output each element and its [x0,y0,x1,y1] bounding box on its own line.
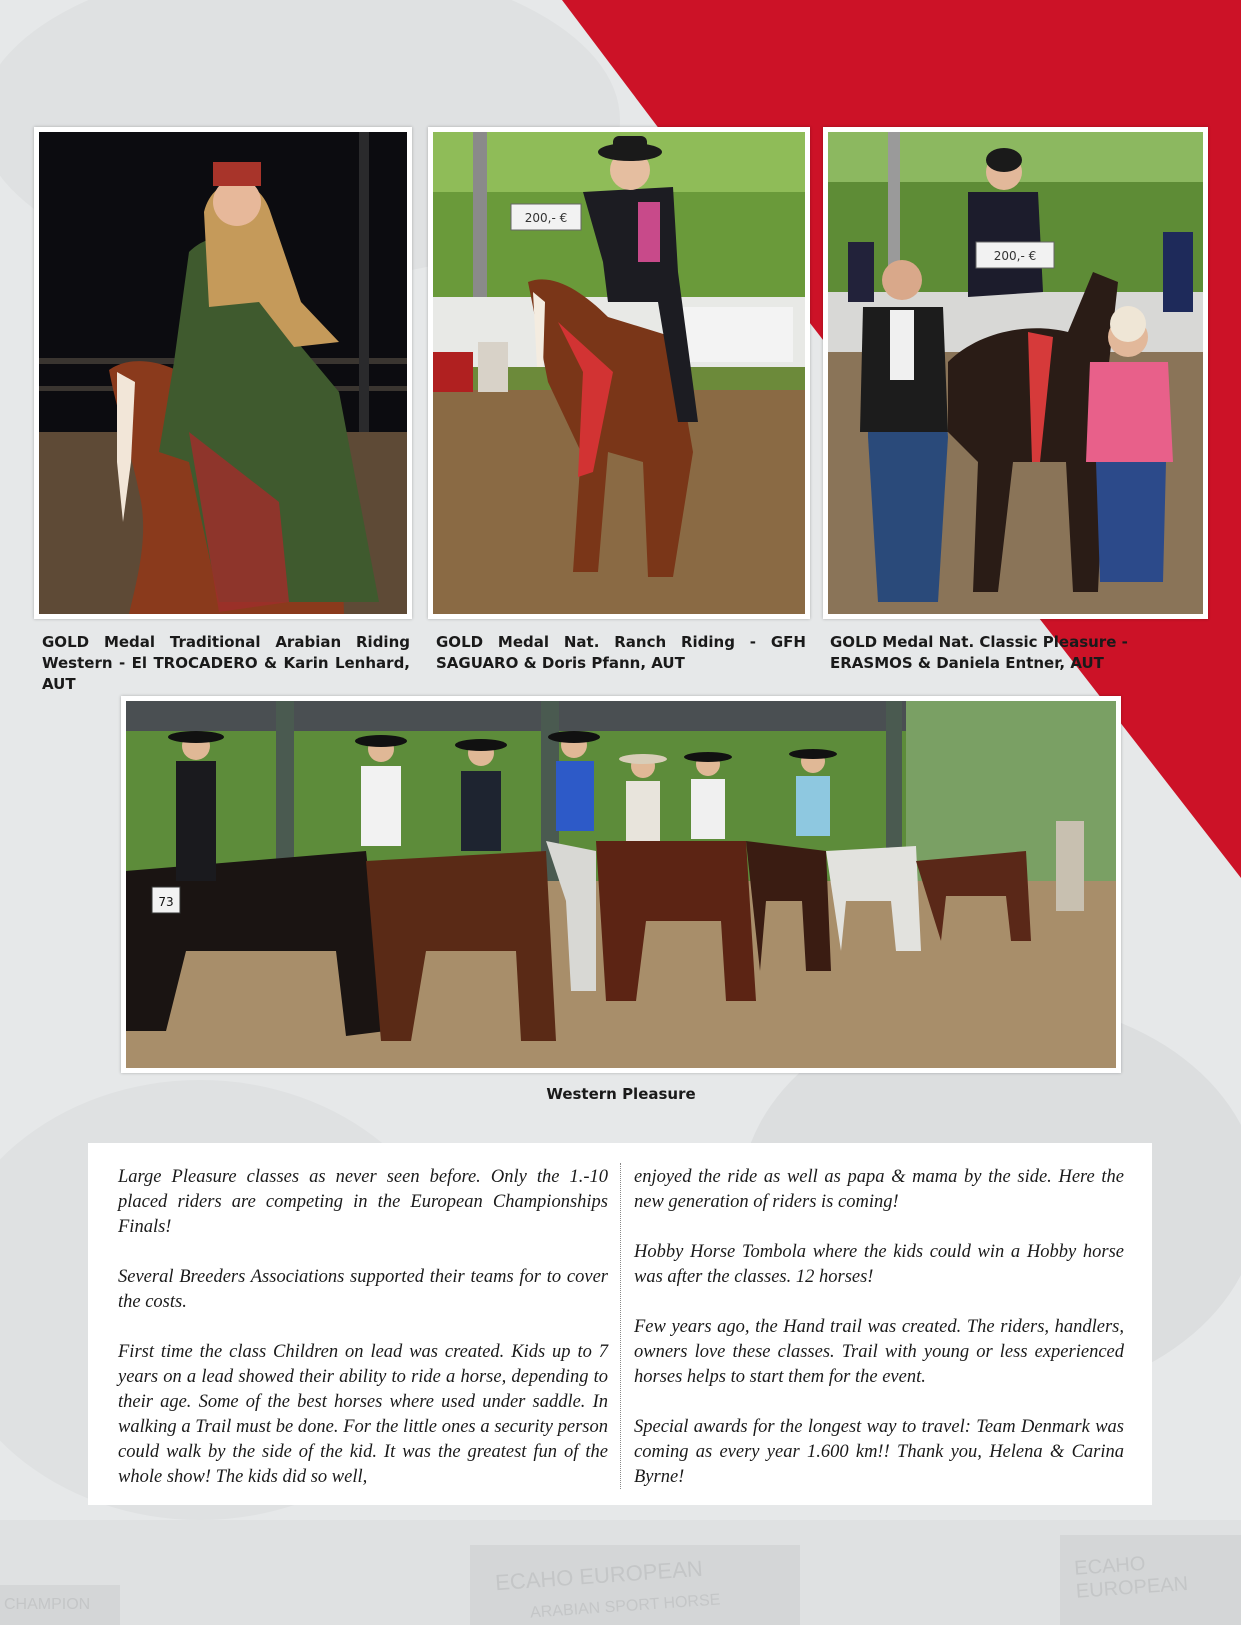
caption-classic-pleasure: GOLD Medal Nat. Classic Pleasure - ERASMOS & Daniela Entner, AUT [830,633,1128,672]
cheque-text-classic: 200,- € [993,249,1037,263]
number-tag-text: 73 [158,895,174,909]
column-divider [620,1163,621,1489]
watermark-banner-right: ECAHO EUROPEAN [1073,1552,1189,1603]
photo-traditional-arabian-riding [34,127,412,619]
article-column-2 [634,1165,1124,1515]
caption-traditional-arabian-riding: GOLD Medal Traditional Arabian Riding Western - El TROCADERO & Karin Lenhard, AUT [42,633,410,693]
cheque-text-ranch: 200,- € [524,211,568,225]
photo-western-pleasure [121,696,1121,1073]
paragraph-hobby-horse-tombola: Hobby Horse Tombola where the kids could win a Hobby horse was after the classes. 12 horses! [634,1242,1124,1287]
paragraph-breeders-associations: Several Breeders Associations supported their teams for to cover the costs. [118,1267,608,1312]
paragraph-children-on-lead: First time the class Children on lead was created. Kids up to 7 years on a lead showed their ability to ride a horse, depending to their age. Some of the best horses where used under saddle. In walking a Trail must be done. For the little ones a security person could walk by the side of the kid. It was the greatest fun of the whole show! The kids did so well, [118,1342,608,1487]
watermark-banner-left-sub: ARABIAN SPORT HORSE [529,1591,721,1622]
watermark-banner-left: ECAHO EUROPEAN [494,1555,704,1596]
paragraph-special-awards: Special awards for the longest way to travel: Team Denmark was coming as every year 1.600 km!! Thank you, Helena & Carina Byrne! [634,1417,1124,1487]
paragraph-new-generation: enjoyed the ride as well as papa & mama by the side. Here the new generation of riders is coming! [634,1167,1124,1212]
paragraph-hand-trail: Few years ago, the Hand trail was created. The riders, handlers, owners love these classes. Trail with young or less experienced horses helps to start them for the event. [634,1317,1124,1387]
caption-ranch-riding: GOLD Medal Nat. Ranch Riding - GFH SAGUARO & Doris Pfann, AUT [436,633,806,672]
photo-classic-pleasure [823,127,1208,619]
paragraph-large-pleasure: Large Pleasure classes as never seen before. Only the 1.-10 placed riders are competing in the European Championships Finals! [118,1167,608,1237]
caption-western-pleasure: Western Pleasure [546,1085,696,1103]
article-text-box [88,1143,1152,1505]
photo-ranch-riding [428,127,810,619]
watermark-corner: CHAMPION [4,1596,91,1613]
article-column-1 [118,1165,608,1515]
